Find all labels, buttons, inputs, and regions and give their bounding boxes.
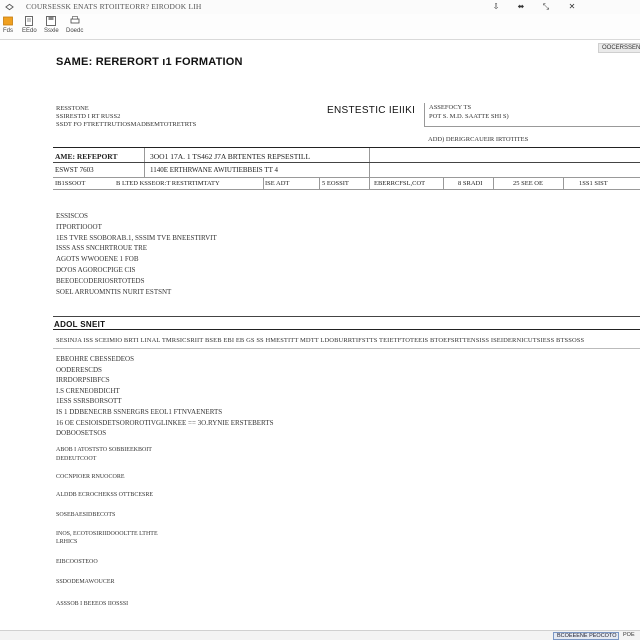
- document-page: [0, 41, 640, 630]
- list-item: ALDDB ECROCHEKSS OTTBCESRE: [56, 492, 154, 498]
- table-cell: 1140E ERTHRWANE AWIUTIEBBEIS TT 4: [150, 166, 278, 174]
- toolbar: [0, 14, 640, 51]
- list-item: 1ESS SSRSBORSOTT: [56, 397, 122, 406]
- table-row: [53, 148, 640, 163]
- table-cell: EBERRCFSL,COT: [374, 180, 426, 187]
- table-divider: [443, 178, 444, 189]
- title-bar: [0, 0, 640, 14]
- table-cell: IB1SSOOT: [55, 180, 86, 187]
- meta-center-heading: ENSTESTIC IEIIKI: [327, 105, 416, 116]
- meta-left-line: SSIRESTD I RT RUSS2: [56, 113, 121, 120]
- meta-right-line: ASSEFOCY TS: [429, 104, 472, 111]
- list-item: INOS, ECOTOSIRIIDOOOLTTE LTHTE: [56, 531, 158, 537]
- list-item: EIBCOOSTEOO: [56, 559, 98, 565]
- section-title: ADOL SNEIT: [54, 320, 106, 329]
- table-row: [53, 163, 640, 178]
- divider: [53, 348, 640, 349]
- table-cell: 3OO1 17A. 1 TS462 J7A BRTENTES REPSESTILL: [150, 152, 311, 161]
- list-item: LRHICS: [56, 539, 78, 545]
- meta-right-line: POT S. M.D. SAATTE SHI S): [429, 113, 509, 120]
- toolbar-button-files[interactable]: [3, 16, 13, 34]
- table-cell: 8 SRADI: [458, 180, 483, 187]
- table-divider: [563, 178, 564, 189]
- print-icon: [70, 16, 80, 26]
- table-cell: 1SS1 SIST: [579, 180, 608, 187]
- table-cell: 25 SEE OE: [513, 180, 543, 187]
- list-item: DOBOOSETSOS: [56, 429, 107, 438]
- table-divider: [144, 148, 145, 162]
- report-table: [53, 147, 640, 190]
- document-icon: [24, 16, 34, 26]
- status-action-button[interactable]: BCOEEENE PEOCOTO: [553, 632, 619, 640]
- detail-line: DO'OS AGOROCPIGE CIS: [56, 265, 136, 274]
- list-item: OODERESCDS: [56, 365, 102, 374]
- table-cell: ESWST 7603: [55, 166, 94, 174]
- toolbar-button-print[interactable]: [66, 16, 83, 34]
- page-title: SAME: RERERORT ı1 FORMATION: [56, 56, 243, 68]
- toolbar-label: Doedc: [66, 28, 84, 34]
- table-divider: [319, 178, 320, 189]
- meta-left: [56, 105, 196, 129]
- section-list: [56, 354, 273, 439]
- detail-line: 1ES TVRE SSOBORAB.1, SSSIM TVE BNEESTIRVIT: [56, 233, 217, 242]
- detail-line: BEEOECODERIOSRTOTEDS: [56, 276, 145, 285]
- list-item: ASSSOB I BEEEOS IIOSSSI: [56, 601, 129, 607]
- window-title: COURSESSK ENATS RTOIITEORR? EIRODOK LIH: [26, 2, 202, 11]
- section-header: [53, 316, 640, 330]
- list-item: 16 OE CESIOISDETSOROROTIVGLINKEE == 3O.RYNIE ERSTEBERTS: [56, 418, 274, 427]
- toolbar-label: Fds: [3, 28, 14, 34]
- meta-left-line: RESSTONE: [56, 105, 89, 112]
- list-item: DEDEUTCOOT: [56, 456, 97, 462]
- table-divider: [144, 163, 145, 177]
- toolbar-button-edit[interactable]: [22, 16, 37, 34]
- meta-left-line: SSDT FO FTRETTRUTIOSMADBEMTOTRETRTS: [56, 121, 197, 128]
- close-button[interactable]: ✕: [568, 2, 576, 11]
- minimize-button[interactable]: ⇩: [492, 2, 500, 11]
- save-icon: [46, 16, 56, 26]
- table-divider: [263, 178, 264, 189]
- chevron-icon[interactable]: [5, 3, 14, 11]
- table-divider: [493, 178, 494, 189]
- list-item: SOSEBAESIDBECOTS: [56, 512, 116, 518]
- detail-line: SOEL ARRUOMNTIS NURIT ESTSNT: [56, 287, 172, 296]
- table-divider: [369, 178, 370, 189]
- list-item: COCNPIOER RNUOCORE: [56, 474, 125, 480]
- meta-right-sub: ADD) DERIGRCAUEIR IRTOTITES: [428, 136, 529, 143]
- search-input[interactable]: OOCERSSEN: [598, 43, 640, 53]
- status-right-label[interactable]: POE: [623, 632, 635, 638]
- table-divider: [369, 148, 370, 162]
- list-item: IS 1 DDBENECRB SSNERGRS EEOL1 FTNVAENERTS: [56, 407, 223, 416]
- list-item: I.S CRENEOBDICHT: [56, 386, 120, 395]
- section-details: [56, 211, 217, 297]
- detail-line: AGOTS WWOOENE 1 FOB: [56, 255, 139, 264]
- table-cell: ISE ADT: [265, 180, 290, 187]
- toolbar-label: Ssxle: [44, 28, 59, 34]
- maximize-button[interactable]: ⬌: [517, 2, 525, 11]
- table-row: [53, 178, 640, 190]
- section-summary-line: SESINJA ISS SCEIMIO BRTI LINAL TMRSICSRIIT BSEB EBI EB GS SS HMESTITT MDTT LDOBURRTIFSTTS TEIETFTOTEEIS BTOEFSRTTENSISS ISEIDERNICUTSIESS BTSSOSS: [56, 337, 585, 344]
- toolbar-button-save[interactable]: [44, 16, 59, 34]
- toolbar-label: EEdo: [22, 28, 37, 34]
- list-item: SSDODEMAWOUCER: [56, 579, 115, 585]
- detail-line: ISSS ASS SNCHRTROUE TRE: [56, 244, 148, 253]
- list-item: EBEOHRE CBESSEDEOS: [56, 355, 134, 363]
- meta-right-box: [424, 103, 640, 127]
- table-cell: B LTED KSSEOR:T RESTRTIMTATY: [116, 180, 220, 187]
- folder-icon: [3, 16, 13, 26]
- status-bar: [0, 630, 640, 640]
- table-cell: AME: REFEPORT: [55, 152, 118, 161]
- detail-line: ITPORTIOOOT: [56, 222, 102, 231]
- table-cell: 5 EOSSIT: [322, 180, 349, 187]
- table-divider: [369, 163, 370, 177]
- detail-line: ESSISCOS: [56, 212, 88, 220]
- list-item: ABOB I ATOSTSTO SOBBIEEKBOIT: [56, 447, 152, 453]
- restore-button[interactable]: ⤡: [542, 2, 550, 11]
- list-item: IRRDORPSIBFCS: [56, 376, 110, 385]
